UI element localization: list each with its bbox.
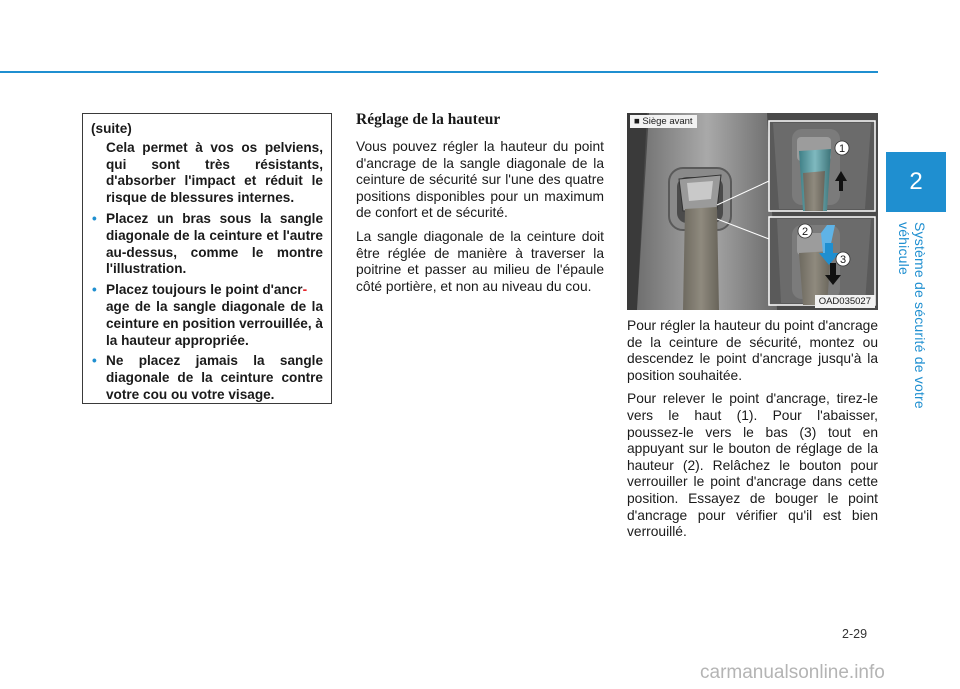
section-paragraph: La sangle diagonale de la ceinture doit être réglée de manière à traverser la poitrine et passer au milieu de l'épaule côté portière, et non au niveau du cou. — [356, 228, 604, 294]
bullet-icon: • — [92, 353, 97, 369]
bullet-icon: • — [92, 210, 97, 226]
warning-bullet-text: Ne placez jamais la sangle diagonale de la ceinture contre votre cou ou votre visage. — [106, 353, 323, 402]
warning-bullet-text-end: age de la sangle diagonale de la ceinture en position verrouillée, à la hauteur appropriée. — [106, 298, 323, 348]
warning-continued-label: (suite) — [91, 121, 132, 136]
anchor-illustration — [627, 113, 878, 310]
watermark: carmanualsonline.info — [700, 662, 885, 683]
warning-box — [82, 113, 332, 404]
chapter-number: 2 — [909, 168, 923, 195]
warning-bullet-text-start: Placez toujours le point d'ancr — [106, 282, 303, 298]
instruction-paragraph: Pour relever le point d'ancrage, tirez-le vers le haut (1). Pour l'abaisser, poussez-le vers le bas (3) tout en appuyant sur le bouton de réglage de la hauteur (2). Relâchez le bouton pour verrouiller le point d'ancrage dans cette position. Essayez de bouger le point d'ancrage pour vérifier qu'il est bien verrouillé. — [627, 391, 878, 540]
warning-bullet — [91, 353, 323, 403]
section-heading: Réglage de la hauteur — [356, 111, 501, 128]
chapter-tab — [886, 152, 946, 212]
instruction-paragraph: Pour régler la hauteur du point d'ancrage de la ceinture de sécurité, montez ou descendez le point d'ancrage jusqu'à la position souhaitée. — [627, 318, 878, 383]
callout-2: 2 — [801, 226, 809, 238]
warning-bullet-text: Placez un bras sous la sangle diagonale de la ceinture et l'autre au-dessus, comme le montre l'illustration. — [106, 210, 323, 277]
warning-list — [91, 211, 323, 404]
callout-1: 1 — [838, 143, 846, 155]
warning-intro: Cela permet à vos os pelviens, qui sont très résistants, d'absorber l'impact et réduit le risque de blessures internes. — [106, 139, 323, 206]
section-paragraph: Vous pouvez régler la hauteur du point d'ancrage de la sangle diagonale de la ceinture de sécurité sur l'une des quatre positions disponibles pour un maximum de confort et de sécurité. — [356, 139, 604, 221]
page-number: 2-29 — [842, 627, 868, 641]
instructions-section — [627, 318, 878, 548]
warning-bullet — [91, 211, 323, 278]
hyphen-mark: - — [302, 282, 308, 298]
height-adjust-section — [356, 111, 604, 302]
bullet-icon: • — [92, 282, 97, 298]
figure-label: ■ Siège avant — [630, 115, 697, 128]
figure-code: OAD035027 — [815, 295, 875, 308]
chapter-title: Système de sécurité de votre véhicule — [896, 222, 928, 409]
seat-belt-anchor-figure — [627, 113, 878, 310]
header-rule — [0, 71, 878, 73]
callout-3: 3 — [839, 254, 847, 266]
warning-bullet — [91, 282, 323, 349]
